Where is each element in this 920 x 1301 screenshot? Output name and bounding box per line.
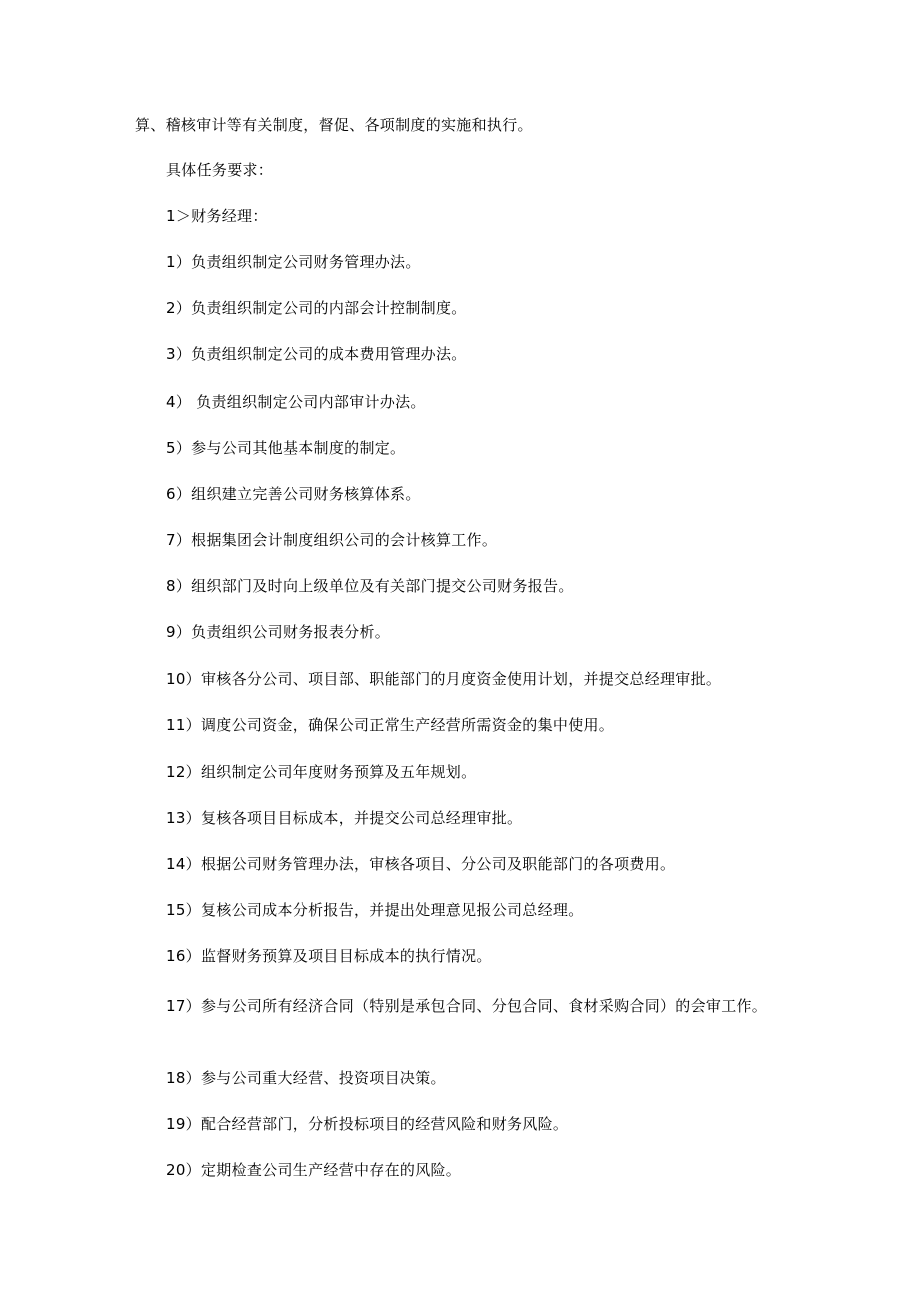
list-item: 16）监督财务预算及项目目标成本的执行情况。	[166, 947, 492, 965]
list-item: 3）负责组织制定公司的成本费用管理办法。	[166, 345, 467, 363]
list-item: 6）组织建立完善公司财务核算体系。	[166, 485, 421, 503]
list-item: 12）组织制定公司年度财务预算及五年规划。	[166, 763, 477, 781]
list-item: 10）审核各分公司、项目部、职能部门的月度资金使用计划，并提交总经理审批。	[166, 670, 722, 688]
list-item: 1）负责组织制定公司财务管理办法。	[166, 253, 421, 271]
list-item: 15）复核公司成本分析报告，并提出处理意见报公司总经理。	[166, 901, 584, 919]
list-item: 20）定期检查公司生产经营中存在的风险。	[166, 1161, 462, 1179]
list-item: 19）配合经营部门，分析投标项目的经营风险和财务风险。	[166, 1115, 569, 1133]
list-item: 4） 负责组织制定公司内部审计办法。	[166, 393, 426, 411]
continuation-paragraph: 算、稽核审计等有关制度，督促、各项制度的实施和执行。	[135, 116, 533, 134]
list-item: 2）负责组织制定公司的内部会计控制制度。	[166, 299, 467, 317]
task-heading: 具体任务要求：	[166, 161, 274, 179]
list-item: 18）参与公司重大经营、投资项目决策。	[166, 1069, 446, 1087]
list-item: 9）负责组织公司财务报表分析。	[166, 623, 391, 641]
list-item: 14）根据公司财务管理办法，审核各项目、分公司及职能部门的各项费用。	[166, 855, 676, 873]
section-title: 1＞财务经理：	[166, 207, 268, 225]
list-item: 7）根据集团会计制度组织公司的会计核算工作。	[166, 531, 498, 549]
list-item: 17）参与公司所有经济合同（特别是承包合同、分包合同、食材采购合同）的会审工作。	[166, 997, 768, 1015]
list-item: 13）复核各项目目标成本，并提交公司总经理审批。	[166, 809, 523, 827]
list-item: 5）参与公司其他基本制度的制定。	[166, 439, 406, 457]
list-item: 11）调度公司资金，确保公司正常生产经营所需资金的集中使用。	[166, 716, 615, 734]
list-item: 8）组织部门及时向上级单位及有关部门提交公司财务报告。	[166, 577, 574, 595]
